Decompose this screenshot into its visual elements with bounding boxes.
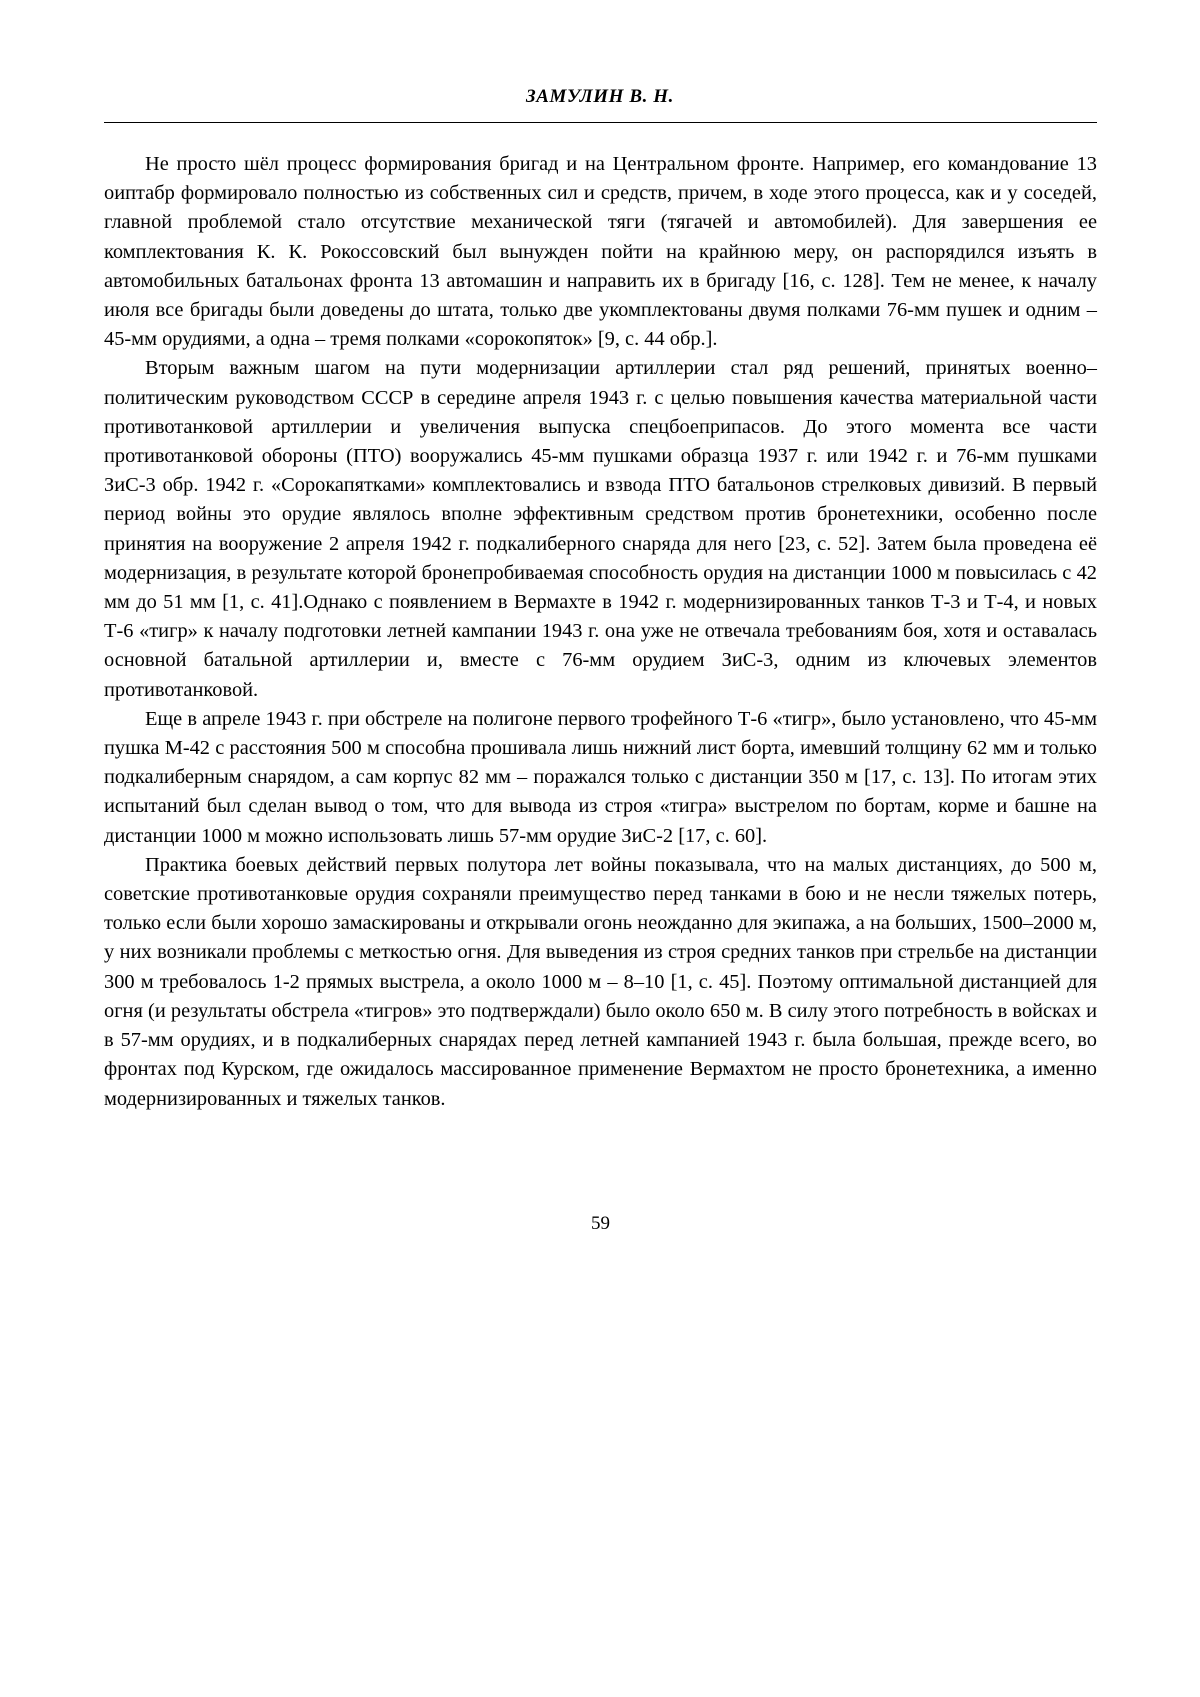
body-text — [104, 150, 1097, 1114]
paragraph: Практика боевых действий первых полутора лет войны показывала, что на малых дистанциях, до 500 м, советские противотанковые орудия сохраняли преимущество перед танками в бою и не несли тяжелых потерь, только если были хорошо замаскированы и открывали огонь неожданно для экипажа, а на больших, 1500–2000 м, у них возникали проблемы с меткостью огня. Для выведения из строя средних танков при стрельбе на дистанции 300 м требовалось 1-2 прямых выстрела, а около 1000 м – 8–10 [1, с. 45]. Поэтому оптимальной дистанцией для огня (и результаты обстрела «тигров» это подтверждали) было около 650 м. В силу этого потребность в войсках и в 57-мм орудиях, и в подкалиберных снарядах перед летней кампанией 1943 г. была большая, прежде всего, во фронтах под Курском, где ожидалось массированное применение Вермахтом не просто бронетехника, а именно модернизированных и тяжелых танков. — [104, 853, 1097, 1110]
header-divider — [104, 122, 1097, 123]
paragraph: Вторым важным шагом на пути модернизации артиллерии стал ряд решений, принятых военно–политическим руководством СССР в середине апреля 1943 г. с целью повышения качества материальной части противотанковой артиллерии и увеличения выпуска спецбоеприпасов. До этого момента все части противотанковой обороны (ПТО) вооружались 45-мм пушками образца 1937 г. или 1942 г. и 76-мм пушками ЗиС-3 обр. 1942 г. «Сорокапятками» комплектовались и взвода ПТО батальонов стрелковых дивизий. В первый период войны это орудие являлось вполне эффективным средством против бронетехники, особенно после принятия на вооружение 2 апреля 1942 г. подкалиберного снаряда для него [23, с. 52]. Затем была проведена её модернизация, в результате которой бронепробиваемая способность орудия на дистанции 1000 м повысилась с 42 мм до 51 мм [1, с. 41].Однако с появлением в Вермахте в 1942 г. модернизированных танков Т-3 и Т-4, и новых Т-6 «тигр» к началу подготовки летней кампании 1943 г. она уже не отвечала требованиям боя, хотя и оставалась основной батальной артиллерии и, вместе с 76-мм орудием ЗиС-3, одним из ключевых элементов противотанковой. — [104, 357, 1097, 701]
paragraph: Еще в апреле 1943 г. при обстреле на полигоне первого трофейного Т-6 «тигр», было установлено, что 45-мм пушка М-42 с расстояния 500 м способна прошивала лишь нижний лист борта, имевший толщину 62 мм и только подкалиберным снарядом, а сам корпус 82 мм – поражался только с дистанции 350 м [17, с. 13]. По итогам этих испытаний был сделан вывод о том, что для вывода из строя «тигра» выстрелом по бортам, корме и башне на дистанции 1000 м можно использовать лишь 57-мм орудие ЗиС-2 [17, с. 60]. — [104, 707, 1097, 847]
running-header: ЗАМУЛИН В. Н. — [525, 86, 675, 107]
page-number: 59 — [591, 1213, 610, 1234]
paragraph: Не просто шёл процесс формирования бригад и на Центральном фронте. Например, его командование 13 оиптабр формировало полностью из собственных сил и средств, причем, в ходе этого процесса, как и у соседей, главной проблемой стало отсутствие механической тяги (тягачей и автомобилей). Для завершения ее комплектования К. К. Рокоссовский был вынужден пойти на крайнюю меру, он распорядился изъять в автомобильных батальонах фронта 13 автомашин и направить их в бригаду [16, с. 128]. Тем не менее, к началу июля все бригады были доведены до штата, только две укомплектованы двумя полками 76-мм пушек и одним – 45-мм орудиями, а одна – тремя полками «сорокопяток» [9, с. 44 обр.]. — [104, 153, 1097, 351]
